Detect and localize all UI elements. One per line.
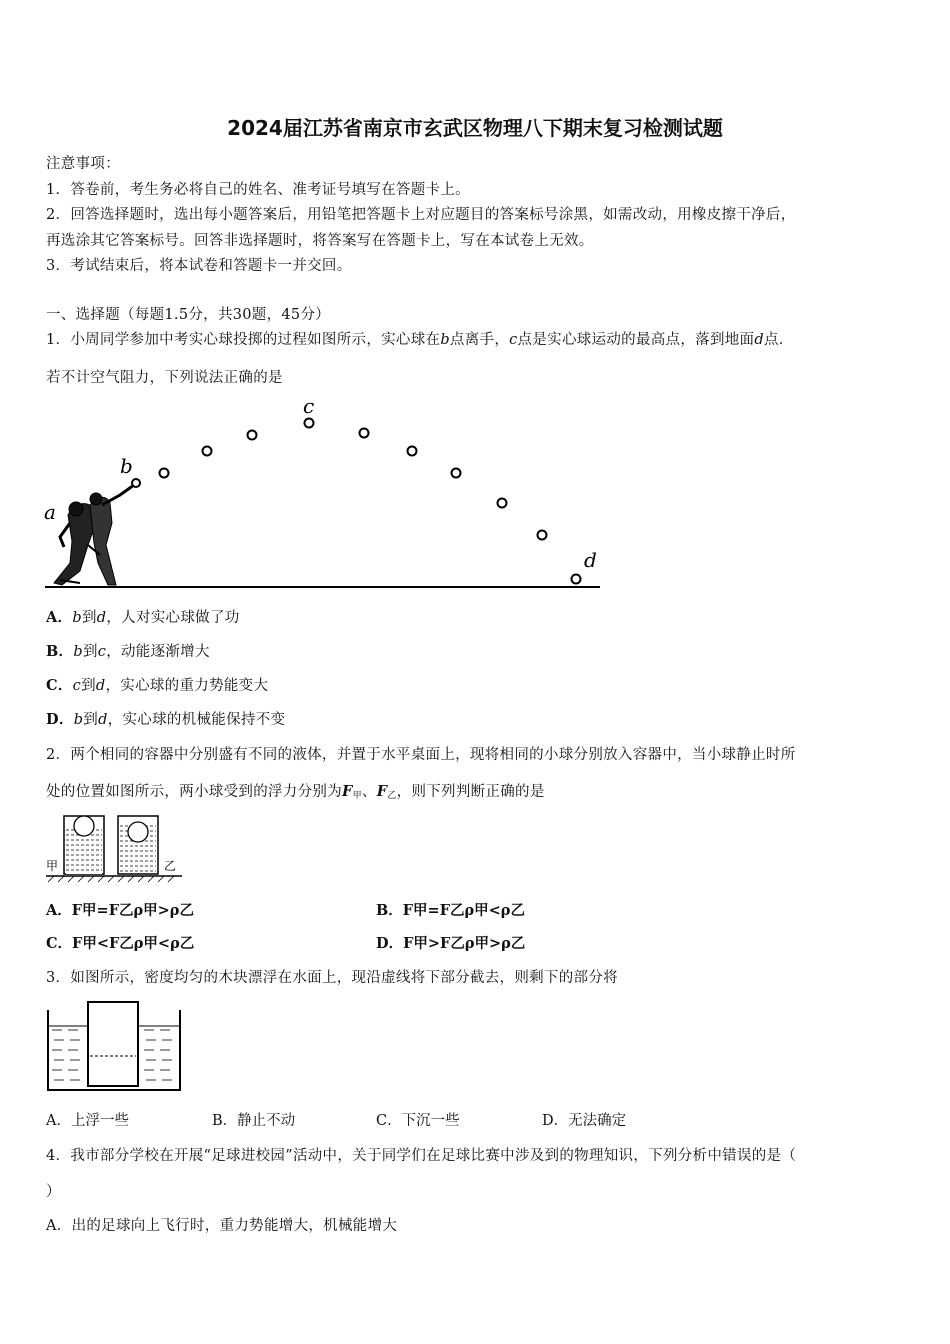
q1-var-b: b	[440, 332, 450, 348]
q2-option-a	[46, 899, 194, 920]
q1-option-b-text: ，动能逐渐增大	[106, 644, 210, 660]
label-jia: 甲	[46, 859, 59, 873]
q1-option-b-var2: c	[97, 644, 107, 660]
q2-sub-jia: 甲	[352, 791, 362, 801]
q2-option-d	[376, 932, 525, 953]
q1-text-line2: 若不计空气阻力，下列说法正确的是	[46, 370, 283, 386]
table-hatch	[48, 876, 174, 882]
q4-text-line1: 4．我市部分学校在开展“足球进校园”活动中，关于同学们在足球比赛中涉及到的物理知识，下列分析中错误的是（	[46, 1148, 797, 1164]
thrower-figure	[54, 481, 140, 585]
q1-var-d: d	[754, 332, 764, 348]
q1-option-b-letter: B．	[46, 643, 74, 660]
q2-option-d-expr: F甲>F乙ρ甲>ρ乙	[403, 935, 526, 952]
q2-option-a-letter: A．	[46, 902, 72, 919]
notice-heading: 注意事项：	[46, 156, 120, 172]
label-c: c	[303, 394, 315, 418]
ball-pos-4	[248, 431, 257, 440]
wood-block	[88, 1002, 138, 1086]
q1-text-b: 点离手，	[449, 332, 510, 348]
q2-option-c	[46, 932, 194, 953]
q1-option-c-letter: C．	[46, 677, 73, 694]
container-jia	[64, 816, 104, 874]
page-title: 2024届江苏省南京市玄武区物理八下期末复习检测试题	[227, 116, 723, 140]
q1-option-c-var1: c	[72, 678, 82, 694]
q1-option-b-var1: b	[73, 644, 83, 660]
q4-option-a: A．出的足球向上飞行时，重力势能增大，机械能增大	[46, 1218, 398, 1234]
ball-trajectory	[132, 419, 581, 584]
q2-option-c-expr: F甲<F乙ρ甲<ρ乙	[72, 935, 195, 952]
q1-option-a-mid: 到	[81, 610, 97, 626]
label-d: d	[584, 548, 597, 572]
ball-c	[305, 419, 314, 428]
ball-pos-8	[452, 469, 461, 478]
q2-text-line2	[46, 780, 545, 801]
container-yi	[118, 816, 158, 874]
q1-option-a-text: ，人对实心球做了功	[106, 610, 240, 626]
ball-b	[132, 479, 140, 487]
q1-option-c-mid: 到	[81, 678, 96, 694]
q1-option-c	[46, 674, 268, 695]
q1-option-a-letter: A．	[46, 609, 73, 626]
label-yi: 乙	[164, 859, 177, 873]
ball-d	[572, 575, 581, 584]
q2-sep: 、	[361, 784, 377, 800]
q2-sub-yi: 乙	[387, 791, 397, 801]
q1-option-b-mid: 到	[82, 644, 98, 660]
label-b: b	[120, 454, 133, 478]
q1-option-b	[46, 640, 210, 661]
q1-text-line1	[46, 328, 794, 349]
notice-item-2: 2．回答选择题时，选出每小题答案后，用铅笔把答题卡上对应题目的答案标号涂黑，如需改动，用橡皮擦干净后，	[46, 207, 796, 223]
q2-option-b-expr: F甲=F乙ρ甲<ρ乙	[402, 902, 525, 919]
ball-jia	[74, 816, 94, 836]
q1-var-c: c	[509, 332, 518, 348]
ball-pos-6	[360, 429, 369, 438]
q3-text-line1: 3．如图所示，密度均匀的木块漂浮在水面上，现沿虚线将下部分截去，则剩下的部分将	[46, 970, 618, 986]
q2-option-a-expr: F甲=F乙ρ甲>ρ乙	[71, 902, 194, 919]
ball-pos-7	[408, 447, 417, 456]
q2-var-f1: F	[342, 783, 353, 800]
ball-yi	[128, 822, 148, 842]
q1-option-d-letter: D．	[46, 711, 74, 728]
q1-option-c-var2: d	[95, 678, 106, 694]
q1-option-c-text: ，实心球的重力势能变大	[105, 678, 269, 694]
notice-item-2-cont: 再选涂其它答案标号。回答非选择题时，将答案写在答题卡上，写在本试卷上无效。	[46, 233, 594, 249]
notice-item-3: 3．考试结束后，将本试卷和答题卡一并交回。	[46, 258, 352, 274]
q1-text-c: 点是实心球运动的最高点，落到地面	[517, 332, 755, 348]
q2-text-line1: 2．两个相同的容器中分别盛有不同的液体，并置于水平桌面上，现将相同的小球分别放入容器中，当小球静止时所	[46, 747, 796, 763]
q1-option-a-var1: b	[72, 610, 82, 626]
q2-text-a: 处的位置如图所示，两小球受到的浮力分别为	[46, 784, 342, 800]
ball-pos-3	[203, 447, 212, 456]
q1-option-d-var1: b	[73, 712, 84, 728]
q3-option-b: B．静止不动	[212, 1113, 296, 1129]
ball-pos-2	[160, 469, 169, 478]
ball-pos-9	[498, 499, 507, 508]
q1-option-d	[46, 708, 285, 729]
q1-option-d-mid: 到	[83, 712, 99, 728]
q2-option-c-letter: C．	[46, 935, 73, 952]
wood-block-figure	[44, 998, 184, 1096]
q1-option-d-var2: d	[98, 712, 108, 728]
q3-option-c: C．下沉一些	[376, 1113, 460, 1129]
q3-option-d: D．无法确定	[542, 1113, 627, 1129]
q3-option-a: A．上浮一些	[46, 1113, 129, 1129]
label-a: a	[44, 500, 56, 524]
q2-var-f2: F	[376, 783, 388, 800]
q4-text-line2: ）	[46, 1184, 61, 1200]
shot-put-figure	[40, 395, 605, 595]
q2-option-b	[376, 899, 525, 920]
q2-option-d-letter: D．	[376, 935, 404, 952]
q1-option-a-var2: d	[96, 610, 107, 626]
section-heading: 一、选择题（每题1.5分，共30题，45分）	[46, 307, 331, 323]
q2-text-b: ，则下列判断正确的是	[396, 784, 545, 800]
ball-pos-10	[538, 531, 547, 540]
containers-figure	[44, 812, 184, 884]
q1-text-d: 点．	[763, 332, 794, 348]
q1-option-a	[46, 606, 240, 627]
notice-item-1: 1．答卷前，考生务必将自己的姓名、准考证号填写在答题卡上。	[46, 182, 470, 198]
q1-text-a: 1．小周同学参加中考实心球投掷的过程如图所示，实心球在	[46, 332, 441, 348]
q2-option-b-letter: B．	[376, 902, 403, 919]
q1-option-d-text: ，实心球的机械能保持不变	[107, 712, 286, 728]
